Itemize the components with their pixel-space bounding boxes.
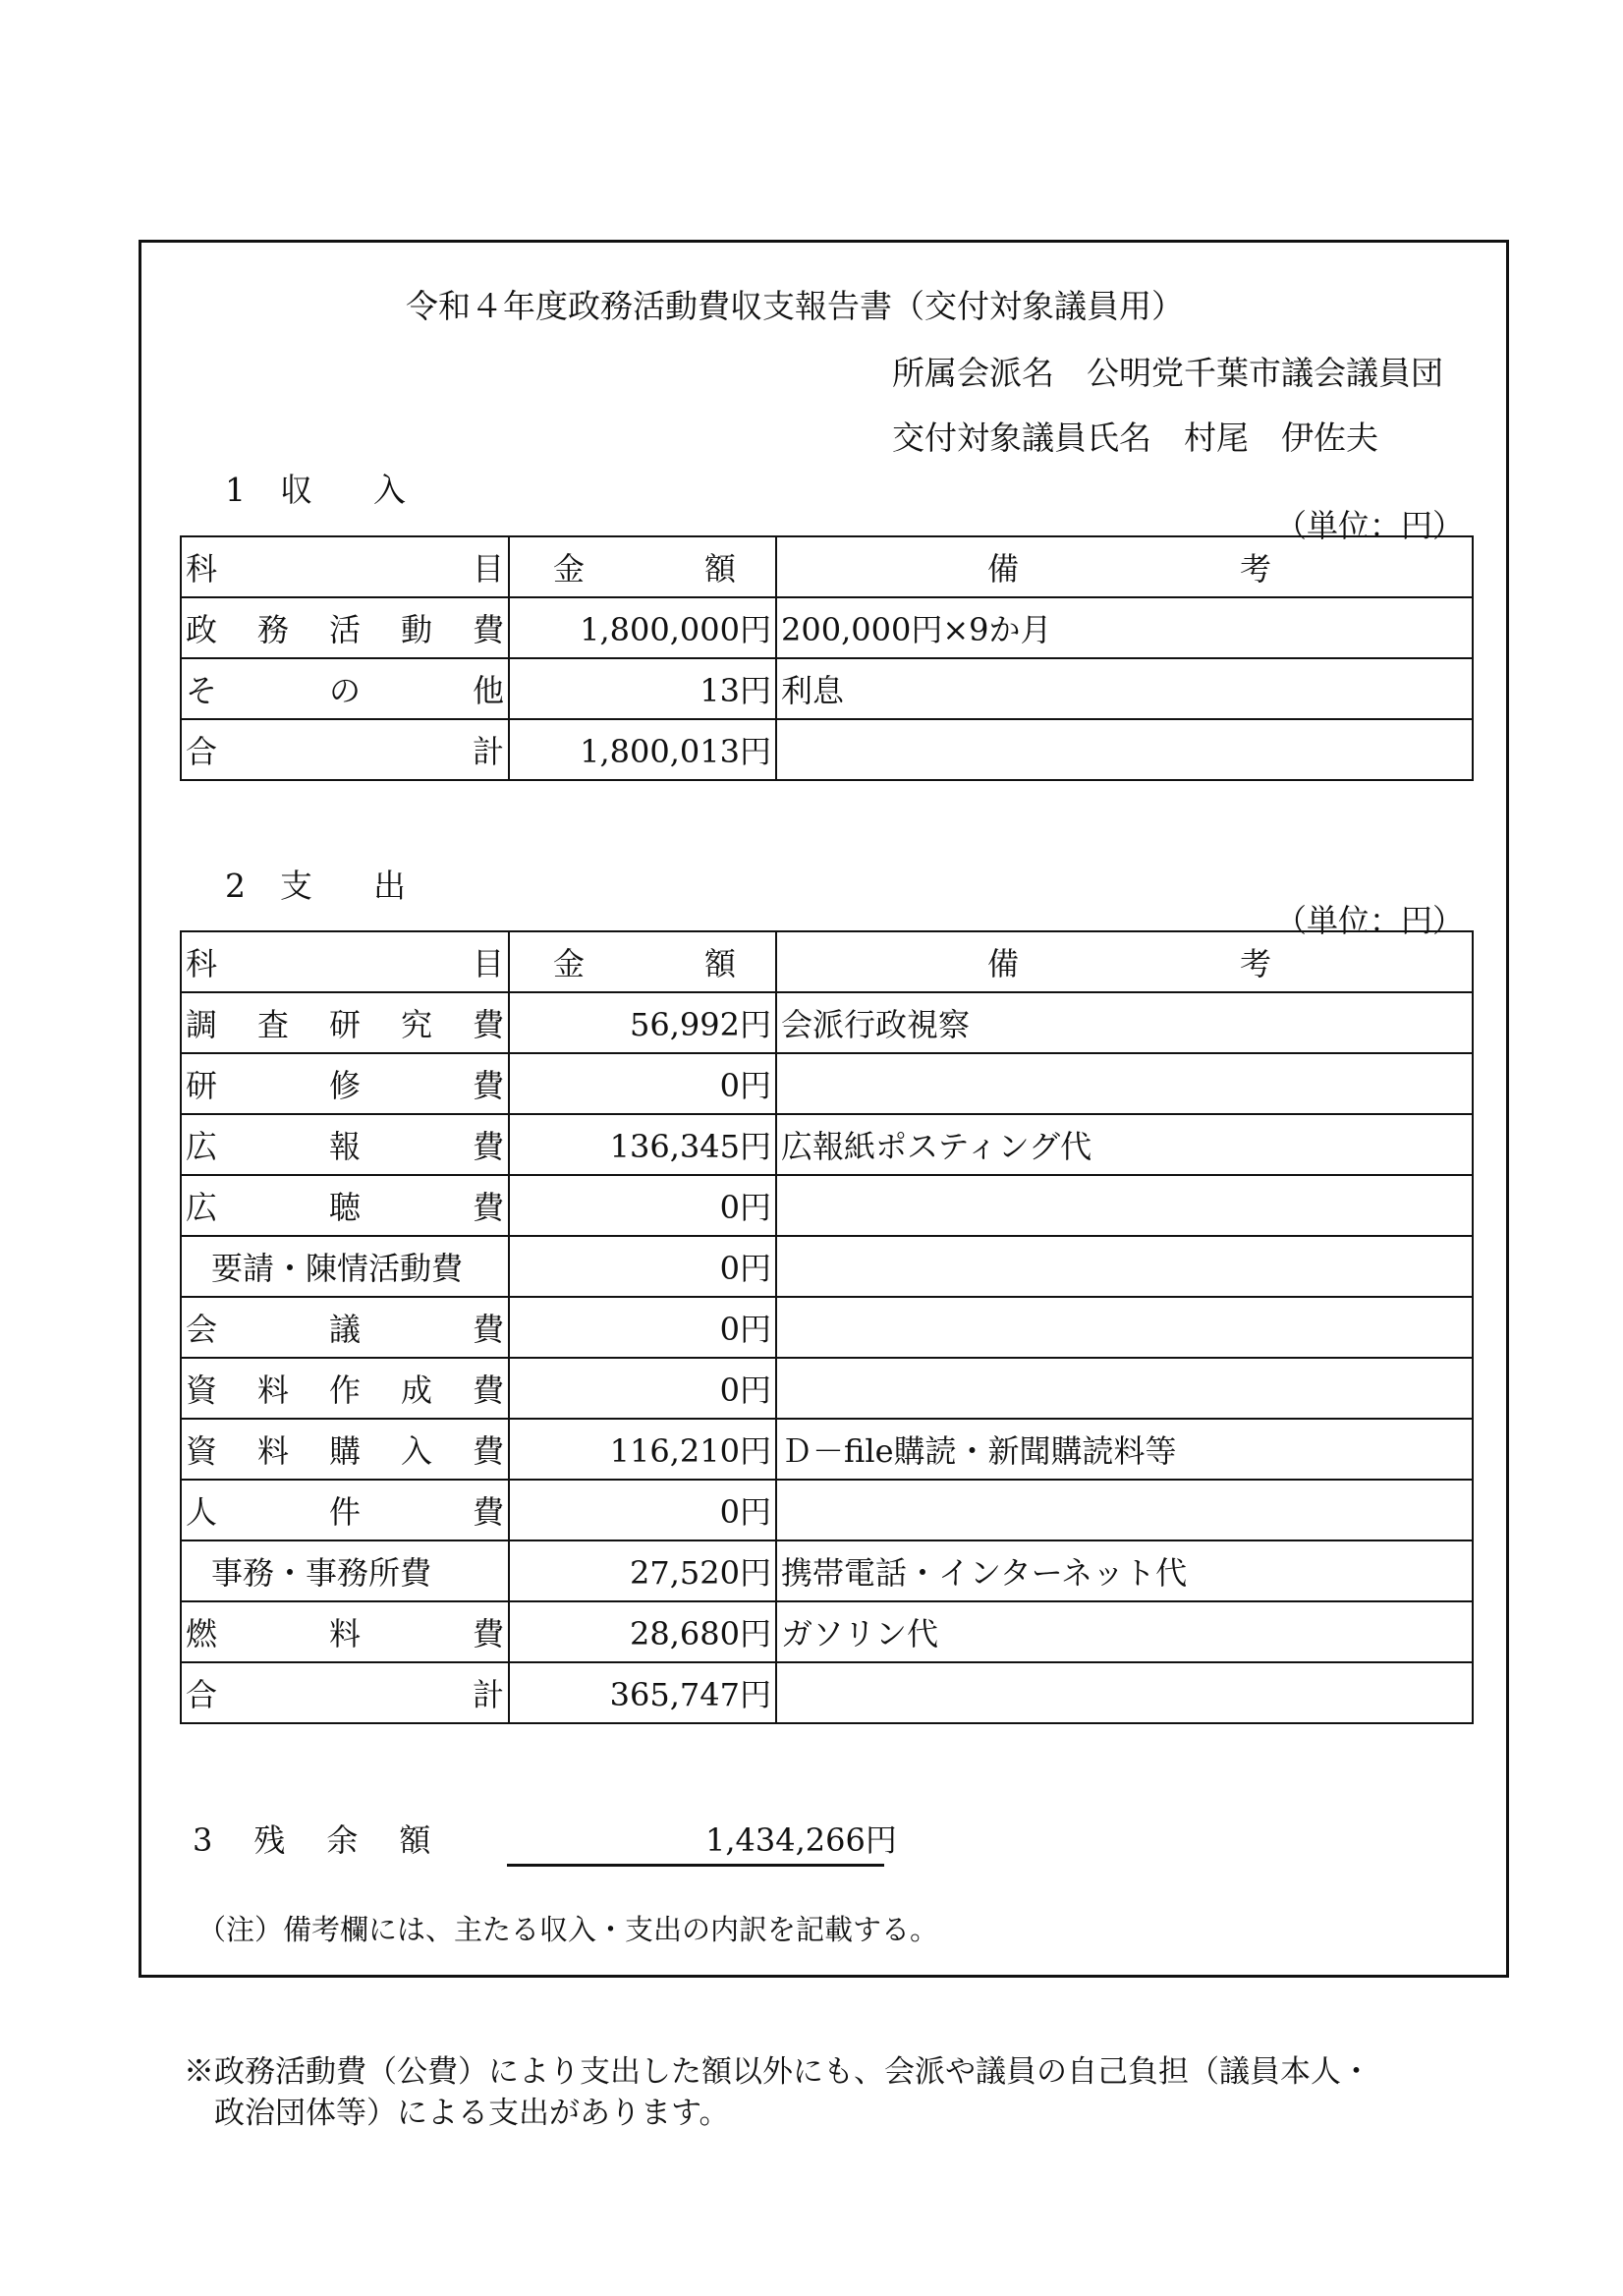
row-amount: 136,345円 (509, 1114, 776, 1175)
row-amount: 0円 (509, 1236, 776, 1297)
row-item (181, 1419, 509, 1480)
balance-label-3: 額 (399, 1821, 431, 1859)
row-item (181, 1297, 509, 1358)
row-item-char: 費 (472, 1067, 504, 1104)
faction-line (892, 348, 1443, 394)
expense-table-row (181, 1601, 1473, 1662)
expense-table-row (181, 1236, 1473, 1297)
balance-section-number: 3 (193, 1821, 213, 1859)
expense-table-row (181, 1540, 1473, 1601)
row-item-char: 入 (400, 1432, 432, 1470)
row-item-char: 聴 (328, 1189, 361, 1226)
expense-table-row (181, 992, 1473, 1053)
row-amount: 116,210円 (509, 1419, 776, 1480)
row-item-char: 費 (472, 1006, 504, 1043)
expense-table-row (181, 1297, 1473, 1358)
row-amount: 0円 (509, 1175, 776, 1236)
header-item (181, 536, 509, 597)
row-note (776, 1480, 1473, 1540)
income-header-row (181, 536, 1473, 597)
row-item-char: 費 (472, 1615, 504, 1652)
row-item (181, 1236, 509, 1297)
row-note (776, 719, 1473, 780)
row-item (181, 1662, 509, 1723)
row-item-char: 料 (256, 1432, 289, 1470)
row-item-char: 成 (400, 1372, 432, 1409)
row-item-char: 研 (328, 1006, 361, 1043)
row-amount: 56,992円 (509, 992, 776, 1053)
footnote-line-2: 政治団体等）による支出があります。 (214, 2096, 730, 2131)
row-item (181, 658, 509, 719)
row-amount: 13円 (509, 658, 776, 719)
row-item-char: 動 (400, 611, 432, 648)
row-note (776, 1053, 1473, 1114)
row-item-char: 計 (472, 1676, 504, 1713)
row-item-char: 作 (328, 1372, 361, 1409)
row-item-char: 会 (186, 1311, 218, 1348)
header-note (776, 931, 1473, 992)
member-label: 交付対象議員氏名 (892, 419, 1151, 457)
row-note (776, 1297, 1473, 1358)
header-item-char: 科 (186, 945, 218, 982)
row-item (181, 719, 509, 780)
balance-label-2: 余 (326, 1821, 359, 1859)
row-item-char: 費 (472, 611, 504, 648)
row-item-char: 資 (186, 1372, 218, 1409)
row-amount: 27,520円 (509, 1540, 776, 1601)
row-item-char: 広 (186, 1189, 218, 1226)
row-item (181, 597, 509, 658)
row-note (776, 1662, 1473, 1723)
header-amount-char: 額 (703, 945, 736, 982)
header-amount-char: 額 (703, 550, 736, 588)
report-title: 令和４年度政務活動費収支報告書（交付対象議員用） (406, 287, 1184, 325)
row-item-char: 他 (472, 672, 504, 709)
row-item-char: 調 (186, 1006, 218, 1043)
row-amount: 1,800,013円 (509, 719, 776, 780)
note-text: （注）備考欄には、主たる収入・支出の内訳を記載する。 (197, 1913, 939, 1946)
header-amount-char: 金 (553, 945, 586, 982)
header-note-char: 考 (1239, 945, 1271, 982)
row-item-char: 修 (328, 1067, 361, 1104)
row-item-char: 費 (472, 1493, 504, 1531)
income-section-title-1: 収 (280, 471, 312, 509)
row-item-char: 料 (328, 1615, 361, 1652)
row-item-char: 計 (472, 733, 504, 770)
row-item-char: 政 (186, 611, 218, 648)
expense-table (180, 930, 1474, 1724)
balance-underline (507, 1864, 884, 1867)
balance-label-1: 残 (253, 1821, 286, 1859)
row-item-char: 査 (256, 1006, 289, 1043)
expense-table-row (181, 1480, 1473, 1540)
row-item (181, 1601, 509, 1662)
row-item-char: 要請・陳情活動費 (211, 1250, 464, 1287)
row-item (181, 1540, 509, 1601)
footnote-line-1: ※政務活動費（公費）により支出した額以外にも、会派や議員の自己負担（議員本人・ (184, 2054, 1371, 2090)
expense-header-row (181, 931, 1473, 992)
row-note (776, 1236, 1473, 1297)
row-note: 広報紙ポスティング代 (776, 1114, 1473, 1175)
row-note: Ｄ－file購読・新聞購読料等 (776, 1419, 1473, 1480)
row-item-char: 資 (186, 1432, 218, 1470)
expense-section-heading (225, 861, 406, 907)
row-item (181, 1358, 509, 1419)
row-note: ガソリン代 (776, 1601, 1473, 1662)
expense-table-row (181, 1358, 1473, 1419)
header-amount (509, 536, 776, 597)
row-item-char: 合 (186, 733, 218, 770)
header-item (181, 931, 509, 992)
row-amount: 0円 (509, 1480, 776, 1540)
header-amount-char: 金 (553, 550, 586, 588)
income-section-number: 1 (225, 471, 246, 509)
income-table-row (181, 719, 1473, 780)
row-note: 利息 (776, 658, 1473, 719)
row-amount: 0円 (509, 1297, 776, 1358)
income-unit: （単位：円） (1275, 507, 1465, 544)
row-note: 会派行政視察 (776, 992, 1473, 1053)
row-item-char: 費 (472, 1189, 504, 1226)
row-note (776, 1358, 1473, 1419)
row-amount: 0円 (509, 1053, 776, 1114)
row-item-char: 事務・事務所費 (211, 1554, 432, 1592)
expense-section-title-1: 支 (280, 867, 312, 905)
row-item-char: 費 (472, 1432, 504, 1470)
row-item (181, 1114, 509, 1175)
row-item-char: 広 (186, 1128, 218, 1165)
header-amount (509, 931, 776, 992)
expense-section-number: 2 (225, 867, 246, 905)
row-item-char: 務 (256, 611, 289, 648)
balance-heading (193, 1816, 472, 1861)
row-item-char: 報 (328, 1128, 361, 1165)
row-item-char: 購 (328, 1432, 361, 1470)
expense-table-row (181, 1662, 1473, 1723)
member-line (892, 413, 1378, 459)
header-note-char: 備 (987, 945, 1020, 982)
expense-unit: （単位：円） (1275, 902, 1465, 939)
row-item-char: 費 (472, 1128, 504, 1165)
row-item-char: 研 (186, 1067, 218, 1104)
row-item-char: 費 (472, 1311, 504, 1348)
row-item-char: 料 (256, 1372, 289, 1409)
faction-label: 所属会派名 (892, 354, 1054, 392)
expense-table-row (181, 1175, 1473, 1236)
row-item (181, 1053, 509, 1114)
header-item-char: 目 (472, 550, 504, 588)
row-item-char: 件 (328, 1493, 361, 1531)
row-item-char: 費 (472, 1372, 504, 1409)
row-note: 携帯電話・インターネット代 (776, 1540, 1473, 1601)
row-item (181, 992, 509, 1053)
row-item-char: 合 (186, 1676, 218, 1713)
income-table-row (181, 658, 1473, 719)
header-note-char: 考 (1239, 550, 1271, 588)
row-item (181, 1175, 509, 1236)
row-item-char: 燃 (186, 1615, 218, 1652)
row-amount: 365,747円 (509, 1662, 776, 1723)
income-section-heading (225, 465, 406, 511)
header-item-char: 科 (186, 550, 218, 588)
expense-table-row (181, 1114, 1473, 1175)
faction-value: 公明党千葉市議会議員団 (1087, 354, 1443, 392)
balance-value: 1,434,266円 (705, 1821, 897, 1859)
row-item-char: 究 (400, 1006, 432, 1043)
expense-table-row (181, 1053, 1473, 1114)
row-amount: 1,800,000円 (509, 597, 776, 658)
row-note: 200,000円×9か月 (776, 597, 1473, 658)
member-value: 村尾 伊佐夫 (1184, 419, 1378, 457)
expense-section-title-2: 出 (373, 867, 406, 905)
row-item-char: 議 (328, 1311, 361, 1348)
row-item-char: 人 (186, 1493, 218, 1531)
header-note-char: 備 (987, 550, 1020, 588)
row-item-char: 活 (328, 611, 361, 648)
header-note (776, 536, 1473, 597)
row-amount: 0円 (509, 1358, 776, 1419)
row-note (776, 1175, 1473, 1236)
row-amount: 28,680円 (509, 1601, 776, 1662)
income-table-row (181, 597, 1473, 658)
header-item-char: 目 (472, 945, 504, 982)
row-item-char: の (328, 672, 361, 709)
row-item (181, 1480, 509, 1540)
income-section-title-2: 入 (373, 471, 406, 509)
row-item-char: そ (186, 672, 218, 709)
expense-table-row (181, 1419, 1473, 1480)
income-table (180, 535, 1474, 781)
